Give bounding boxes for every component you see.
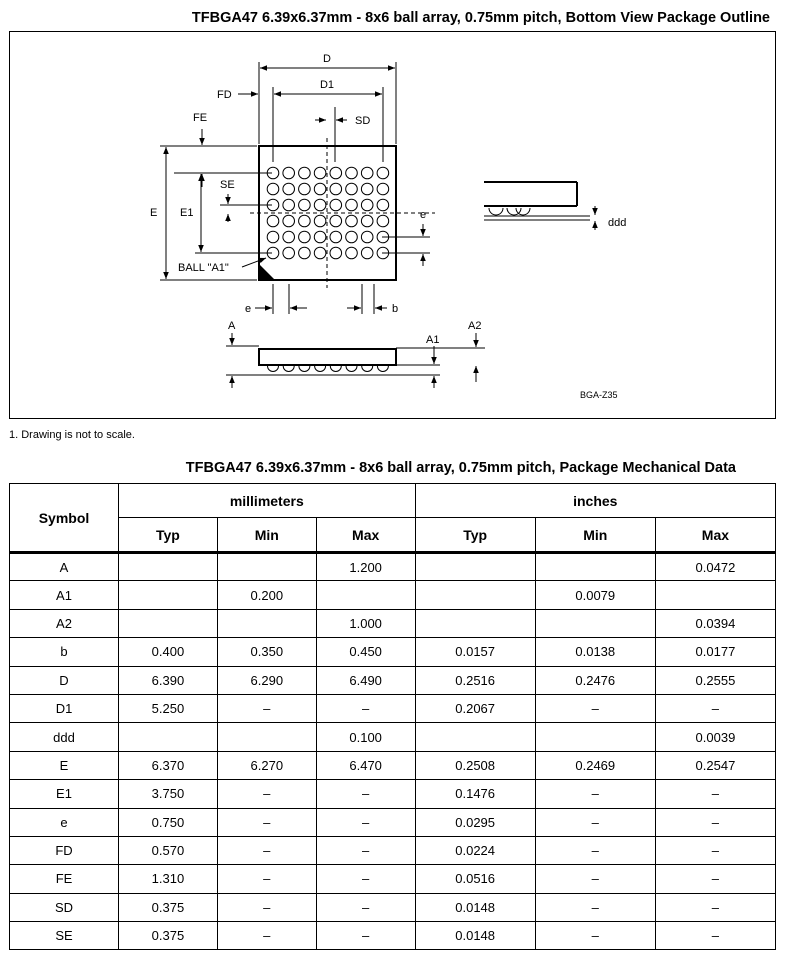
cell-mm-max: [316, 581, 415, 609]
solder-ball: [314, 247, 326, 259]
cell-mm-min: –: [217, 808, 316, 836]
side-ball: [346, 366, 357, 372]
cell-in-max: –: [655, 836, 775, 864]
solder-ball: [299, 183, 311, 195]
side-view-body: [259, 349, 396, 365]
cell-mm-max: –: [316, 865, 415, 893]
header-mm-typ: Typ: [119, 518, 218, 553]
cell-symbol: FE: [10, 865, 119, 893]
cell-mm-typ: 0.400: [119, 638, 218, 666]
cell-in-max: 0.2555: [655, 666, 775, 694]
solder-ball: [361, 215, 373, 227]
side-ball: [362, 366, 373, 372]
side-view-balls: [268, 366, 389, 372]
cell-symbol: e: [10, 808, 119, 836]
outline-title: TFBGA47 6.39x6.37mm - 8x6 ball array, 0.75mm pitch, Bottom View Package Outline: [191, 10, 770, 26]
solder-ball: [346, 167, 358, 179]
solder-ball: [330, 247, 342, 259]
solder-ball: [361, 231, 373, 243]
cell-mm-min: [217, 723, 316, 751]
header-mm-min: Min: [217, 518, 316, 553]
cell-in-min: –: [535, 922, 655, 950]
cell-mm-max: –: [316, 808, 415, 836]
cell-mm-typ: 3.750: [119, 780, 218, 808]
solder-ball: [361, 199, 373, 211]
cell-in-min: 0.2476: [535, 666, 655, 694]
cell-mm-max: 0.450: [316, 638, 415, 666]
cell-in-max: 0.2547: [655, 751, 775, 779]
cell-mm-typ: [119, 609, 218, 637]
cell-in-min: –: [535, 780, 655, 808]
cell-mm-min: –: [217, 865, 316, 893]
cell-in-min: [535, 723, 655, 751]
cell-in-min: [535, 609, 655, 637]
cell-mm-min: –: [217, 922, 316, 950]
table-row: [10, 553, 776, 581]
cell-symbol: FD: [10, 836, 119, 864]
cell-mm-max: 1.200: [316, 553, 415, 581]
package-outline-drawing: [9, 31, 776, 419]
solder-ball: [283, 183, 295, 195]
solder-ball: [314, 215, 326, 227]
side-ball: [283, 366, 294, 372]
cell-mm-typ: [119, 553, 218, 581]
cell-mm-typ: 0.570: [119, 836, 218, 864]
solder-ball: [299, 231, 311, 243]
cell-in-typ: [415, 553, 535, 581]
drawing-note: 1. Drawing is not to scale.: [9, 429, 135, 441]
label-SE: SE: [220, 179, 235, 191]
solder-ball: [299, 167, 311, 179]
cell-symbol: D: [10, 666, 119, 694]
cell-mm-typ: 6.390: [119, 666, 218, 694]
cell-mm-min: 0.350: [217, 638, 316, 666]
cell-symbol: A: [10, 553, 119, 581]
cell-in-max: –: [655, 922, 775, 950]
cell-in-typ: [415, 581, 535, 609]
label-SD: SD: [355, 115, 371, 127]
header-symbol: Symbol: [10, 484, 119, 553]
solder-ball: [314, 183, 326, 195]
cell-in-min: –: [535, 694, 655, 722]
header-in-max: Max: [655, 518, 775, 553]
cell-mm-min: 6.270: [217, 751, 316, 779]
cell-in-typ: 0.0157: [415, 638, 535, 666]
solder-ball: [361, 247, 373, 259]
cell-in-max: 0.0472: [655, 553, 775, 581]
cell-symbol: SE: [10, 922, 119, 950]
label-E1: E1: [180, 207, 194, 219]
header-in-min: Min: [535, 518, 655, 553]
cell-mm-max: –: [316, 922, 415, 950]
cell-mm-min: –: [217, 694, 316, 722]
cell-in-min: [535, 553, 655, 581]
solder-ball: [330, 231, 342, 243]
cell-in-typ: [415, 609, 535, 637]
cell-in-min: 0.0138: [535, 638, 655, 666]
cell-in-min: 0.2469: [535, 751, 655, 779]
solder-ball: [299, 215, 311, 227]
label-FD: FD: [217, 89, 232, 101]
solder-ball: [299, 199, 311, 211]
solder-ball: [346, 231, 358, 243]
cell-mm-max: 6.470: [316, 751, 415, 779]
cell-mm-max: –: [316, 893, 415, 921]
table-row: [10, 609, 776, 637]
solder-ball: [267, 231, 279, 243]
cell-symbol: A1: [10, 581, 119, 609]
cell-in-max: –: [655, 865, 775, 893]
label-A2: A2: [468, 320, 482, 332]
cell-in-typ: 0.2067: [415, 694, 535, 722]
solder-ball: [330, 215, 342, 227]
label-FE: FE: [193, 112, 208, 124]
header-inches: inches: [415, 484, 775, 518]
label-E: E: [150, 207, 158, 219]
mechanical-data-table: [9, 483, 776, 950]
cell-symbol: E: [10, 751, 119, 779]
solder-ball: [314, 199, 326, 211]
table-body: [10, 553, 776, 950]
table-row: [10, 666, 776, 694]
cell-mm-min: [217, 609, 316, 637]
cell-mm-typ: [119, 581, 218, 609]
cell-mm-typ: [119, 723, 218, 751]
solder-ball: [283, 247, 295, 259]
table-row: [10, 893, 776, 921]
cell-symbol: ddd: [10, 723, 119, 751]
cell-in-max: –: [655, 694, 775, 722]
side-ball: [268, 366, 279, 372]
cell-mm-max: 6.490: [316, 666, 415, 694]
cell-in-max: –: [655, 780, 775, 808]
table-row: [10, 808, 776, 836]
side-ball: [330, 366, 341, 372]
cell-mm-min: 6.290: [217, 666, 316, 694]
table-row: [10, 836, 776, 864]
cell-mm-typ: 5.250: [119, 694, 218, 722]
solder-ball: [314, 231, 326, 243]
cell-in-min: –: [535, 865, 655, 893]
cell-in-typ: 0.2508: [415, 751, 535, 779]
label-D: D: [323, 53, 331, 65]
cell-in-min: –: [535, 836, 655, 864]
table-row: [10, 638, 776, 666]
cell-in-typ: 0.0295: [415, 808, 535, 836]
cell-in-typ: 0.0148: [415, 922, 535, 950]
cell-in-min: –: [535, 893, 655, 921]
cell-in-typ: 0.0224: [415, 836, 535, 864]
cell-symbol: E1: [10, 780, 119, 808]
solder-ball: [283, 199, 295, 211]
solder-ball: [377, 167, 389, 179]
cell-mm-max: –: [316, 780, 415, 808]
cell-mm-typ: 0.375: [119, 893, 218, 921]
solder-ball: [377, 199, 389, 211]
solder-ball: [346, 183, 358, 195]
cell-symbol: b: [10, 638, 119, 666]
solder-ball: [330, 167, 342, 179]
cell-mm-min: [217, 553, 316, 581]
label-b: b: [392, 303, 399, 315]
table-row: [10, 581, 776, 609]
label-ddd: ddd: [608, 217, 627, 229]
label-e-vertical: e: [420, 209, 427, 221]
cell-in-max: [655, 581, 775, 609]
cell-mm-min: –: [217, 893, 316, 921]
header-mm-max: Max: [316, 518, 415, 553]
label-ball-a1: BALL "A1": [178, 262, 229, 274]
cell-mm-max: –: [316, 694, 415, 722]
table-row: [10, 780, 776, 808]
outline-svg: [10, 32, 777, 420]
side-ball: [377, 366, 388, 372]
cell-mm-min: –: [217, 836, 316, 864]
solder-ball: [361, 167, 373, 179]
label-D1: D1: [319, 79, 335, 91]
cell-in-min: –: [535, 808, 655, 836]
solder-ball: [346, 199, 358, 211]
solder-ball: [377, 215, 389, 227]
solder-ball: [314, 167, 326, 179]
cell-symbol: D1: [10, 694, 119, 722]
side-ball: [315, 366, 326, 372]
cell-mm-max: 1.000: [316, 609, 415, 637]
drawing-reference: BGA-Z35: [580, 390, 618, 400]
cell-in-max: 0.0039: [655, 723, 775, 751]
cell-symbol: A2: [10, 609, 119, 637]
solder-ball: [299, 247, 311, 259]
solder-ball: [361, 183, 373, 195]
cell-mm-max: 0.100: [316, 723, 415, 751]
label-A: A: [228, 320, 236, 332]
cell-in-typ: 0.2516: [415, 666, 535, 694]
cell-in-min: 0.0079: [535, 581, 655, 609]
label-e-horizontal: e: [244, 303, 252, 315]
a1-corner-mark: [259, 264, 275, 280]
solder-ball: [330, 199, 342, 211]
solder-ball: [283, 215, 295, 227]
cell-mm-typ: 1.310: [119, 865, 218, 893]
cell-mm-min: –: [217, 780, 316, 808]
table-row: [10, 723, 776, 751]
table-row: [10, 865, 776, 893]
solder-ball: [330, 183, 342, 195]
table-row: [10, 751, 776, 779]
label-A1: A1: [426, 334, 440, 346]
cell-in-max: –: [655, 808, 775, 836]
side-ball: [299, 366, 310, 372]
header-millimeters: millimeters: [119, 484, 416, 518]
solder-ball: [267, 215, 279, 227]
cell-mm-min: 0.200: [217, 581, 316, 609]
cell-in-typ: [415, 723, 535, 751]
cell-mm-typ: 6.370: [119, 751, 218, 779]
cell-mm-typ: 0.375: [119, 922, 218, 950]
cell-in-max: –: [655, 893, 775, 921]
cell-mm-max: –: [316, 836, 415, 864]
cell-symbol: SD: [10, 893, 119, 921]
header-in-typ: Typ: [415, 518, 535, 553]
solder-ball: [346, 215, 358, 227]
cell-in-typ: 0.0516: [415, 865, 535, 893]
solder-ball: [377, 183, 389, 195]
solder-ball: [346, 247, 358, 259]
cell-mm-typ: 0.750: [119, 808, 218, 836]
cell-in-max: 0.0177: [655, 638, 775, 666]
solder-ball: [283, 167, 295, 179]
solder-ball: [283, 231, 295, 243]
solder-ball: [267, 183, 279, 195]
table-title: TFBGA47 6.39x6.37mm - 8x6 ball array, 0.75mm pitch, Package Mechanical Data: [185, 460, 736, 476]
table-row: [10, 922, 776, 950]
table-row: [10, 694, 776, 722]
cell-in-typ: 0.0148: [415, 893, 535, 921]
cell-in-typ: 0.1476: [415, 780, 535, 808]
cell-in-max: 0.0394: [655, 609, 775, 637]
